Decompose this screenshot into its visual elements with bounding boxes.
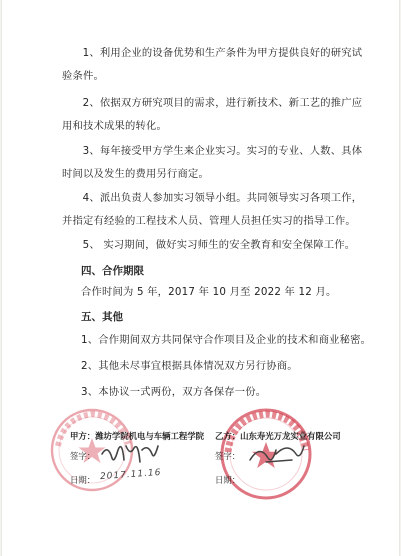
party-a-label: 甲方： [70, 431, 96, 441]
party-b-sign-label: 签字： [215, 451, 241, 461]
section-4-text: 合作时间为 5 年，2017 年 10 月至 2022 年 12 月。 [81, 286, 337, 298]
clause-3: 3、每年接受甲方学生来企业实习。实习的专业、人数、具体时间以及发生的费用另行商定。 [62, 145, 363, 180]
clause-1: 1、利用企业的设备优势和生产条件为甲方提供良好的研究试验条件。 [62, 47, 363, 82]
party-a-sign-label: 签字： [70, 451, 96, 461]
party-b-date-label: 日期： [215, 475, 241, 485]
section-5-item-2: 2、其他未尽事宜根据具体情况双方另行协商。 [81, 360, 298, 372]
clause-5: 5、 实习期间，做好实习师生的安全教育和安全保障工作。 [82, 239, 356, 251]
section-4-heading: 四、合作期限 [81, 265, 144, 277]
party-b-name: 山东寿光万龙实业有限公司 [240, 431, 341, 441]
party-a-handwritten-signature [98, 438, 160, 468]
party-a-name: 潍坊学院机电与车辆工程学院 [95, 431, 204, 441]
clause-2: 2、依据双方研究项目的需求，进行新技术、新工艺的推广应用和技术成果的转化。 [62, 97, 363, 132]
party-a-date-label: 日期： [70, 475, 96, 485]
clause-4: 4、派出负责人参加实习领导小组。共同领导实习各项工作，并指定有经验的工程技术人员、管理人员担任实习的指导工作。 [62, 192, 363, 227]
section-5-item-1: 1、合作期间双方共同保守合作项目及企业的技术和商业秘密。 [81, 334, 372, 346]
party-b-handwritten-signature [246, 440, 306, 468]
section-5-heading: 五、其他 [81, 311, 123, 323]
document-page [2, 0, 399, 556]
party-b-label: 乙方： [215, 431, 241, 441]
party-a-handwritten-date: 2017.11.16 [99, 467, 162, 483]
section-5-item-3: 3、本协议一式两份，双方各保存一份。 [81, 386, 267, 398]
